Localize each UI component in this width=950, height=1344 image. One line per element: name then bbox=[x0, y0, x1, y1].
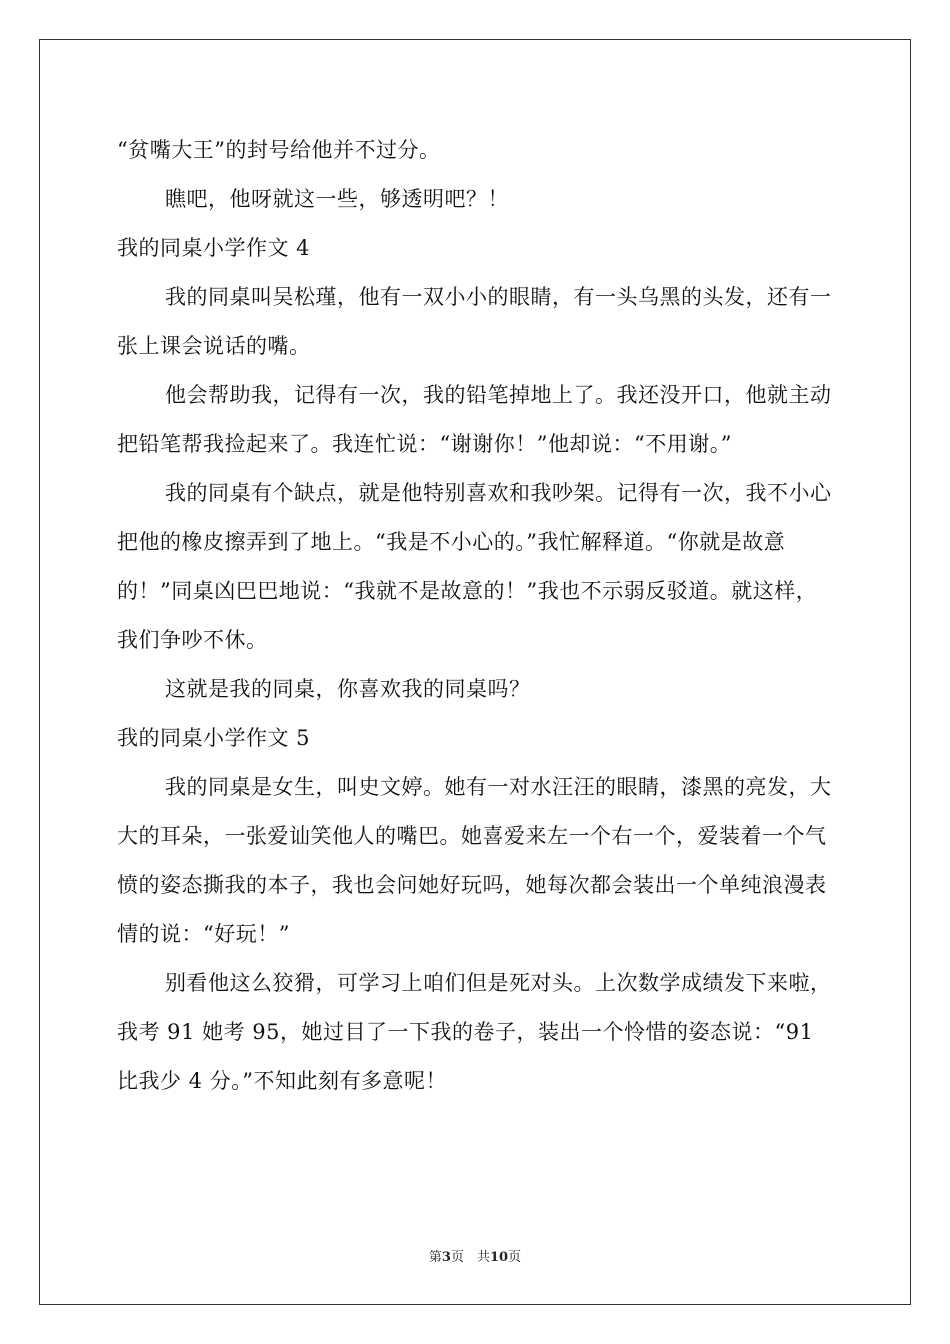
page-footer bbox=[0, 1246, 950, 1265]
footer-prefix: 第 bbox=[428, 1250, 442, 1265]
paragraph: 这就是我的同桌，你喜欢我的同桌吗？ bbox=[165, 677, 531, 701]
footer-mid: 页 共 bbox=[450, 1250, 490, 1265]
document-body bbox=[117, 126, 833, 1106]
total-page-number: 10 bbox=[489, 1250, 509, 1265]
paragraph: 瞧吧，他呀就这一些，够透明吧？！ bbox=[165, 187, 509, 211]
paragraph: 我的同桌叫吴松瑾，他有一双小小的眼睛，有一头乌黑的头发，还有一张上课会说话的嘴。 bbox=[117, 285, 832, 358]
section-heading: 我的同桌小学作文 5 bbox=[117, 726, 311, 750]
paragraph: 他会帮助我，记得有一次，我的铅笔掉地上了。我还没开口，他就主动把铅笔帮我捡起来了。我连忙说：“谢谢你！”他却说：“不用谢。” bbox=[117, 383, 832, 456]
paragraph: 别看他这么狡猾，可学习上咱们但是死对头。上次数学成绩发下来啦，我考 91 她考 95，她过目了一下我的卷子，装出一个怜惜的姿态说：“91 比我少 4 分。”不知此刻有多意呢！ bbox=[117, 971, 832, 1093]
section-heading: 我的同桌小学作文 4 bbox=[117, 236, 311, 260]
paragraph-continuation: “贫嘴大王”的封号给他并不过分。 bbox=[117, 138, 441, 162]
footer-suffix: 页 bbox=[508, 1250, 522, 1265]
paragraph: 我的同桌有个缺点，就是他特别喜欢和我吵架。记得有一次，我不小心把他的橡皮擦弄到了地上。“我是不小心的。”我忙解释道。“你就是故意的！”同桌凶巴巴地说：“我就不是故意的！”我也不示弱反驳道。就这样，我们争吵不休。 bbox=[117, 481, 832, 652]
current-page-number: 3 bbox=[441, 1250, 451, 1265]
paragraph: 我的同桌是女生，叫史文婷。她有一对水汪汪的眼睛，漆黑的亮发，大大的耳朵，一张爱讪笑他人的嘴巴。她喜爱来左一个右一个，爱装着一个气愤的姿态撕我的本子，我也会问她好玩吗，她每次都会装出一个单纯浪漫表情的说：“好玩！” bbox=[117, 775, 832, 946]
